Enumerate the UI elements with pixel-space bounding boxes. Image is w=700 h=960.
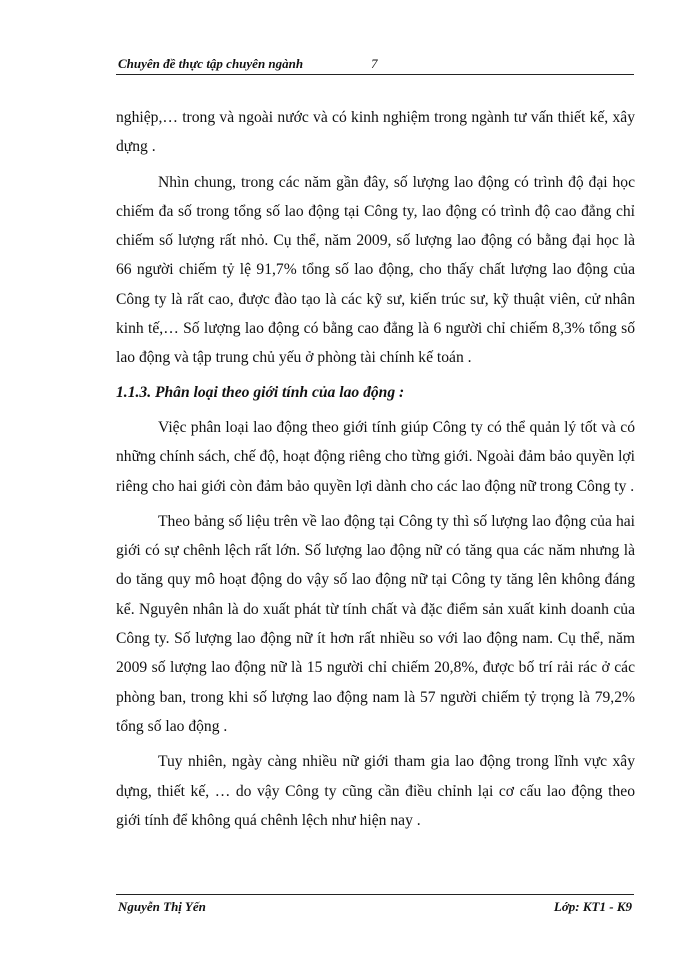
paragraph-gender-statistics: Theo bảng số liệu trên về lao động tại Công ty thì số lượng lao động của hai giới có sự chênh lệch rất lớn. Số lượng lao động nữ có tăng qua các năm nhưng là do tăng quy mô hoạt động do vậy số lao động nữ tại Công ty tăng lên không đáng kể. Nguyên nhân là do xuất phát từ tính chất và đặc điểm sản xuất kinh doanh của Công ty. Số lượng lao động nữ ít hơn rất nhiều so với lao động nam. Cụ thể, năm 2009 số lượng lao động nữ là 15 người chỉ chiếm 20,8%, được bố trí rải rác ở các phòng ban, trong khi số lượng lao động nam là 57 người chiếm tỷ trọng là 79,2% tổng số lao động . <box>116 512 635 735</box>
paragraph-continuation: nghiệp,… trong và ngoài nước và có kinh nghiệm trong ngành tư vấn thiết kế, xây dựng . <box>116 109 635 156</box>
paragraph-education-level: Nhìn chung, trong các năm gần đây, số lượng lao động có trình độ đại học chiếm đa số trong tổng số lao động tại Công ty, lao động có trình độ cao đẳng chỉ chiếm số lượng rất nhỏ. Cụ thể, năm 2009, số lượng lao động có bằng đại học là 66 người chiếm tỷ lệ 91,7% tổng số lao động, cho thấy chất lượng lao động của Công ty là rất cao, được đào tạo là các kỹ sư, kiến trúc sư, kỹ thuật viên, cử nhân kinh tế,… Số lượng lao động có bằng cao đẳng là 6 người chỉ chiếm 8,3% tổng số lao động và tập trung chủ yếu ở phòng tài chính kế toán . <box>116 173 635 367</box>
footer-class: Lớp: KT1 - K9 <box>553 899 632 914</box>
section-heading: 1.1.3. Phân loại theo giới tính của lao động : <box>116 383 405 401</box>
header-title: Chuyên đề thực tập chuyên ngành <box>118 56 304 71</box>
paragraph-gender-classification: Việc phân loại lao động theo giới tính giúp Công ty có thể quản lý tốt và có những chính sách, chế độ, hoạt động riêng cho từng giới. Ngoài đảm bảo quyền lợi riêng cho hai giới còn đảm bảo quyền lợi dành cho các lao động nữ trong Công ty . <box>116 418 635 495</box>
document-body <box>116 103 635 835</box>
footer-author: Nguyễn Thị Yến <box>118 899 206 914</box>
page-number: 7 <box>371 56 378 71</box>
page-header <box>116 56 634 75</box>
page-footer <box>116 894 634 919</box>
paragraph-conclusion: Tuy nhiên, ngày càng nhiều nữ giới tham gia lao động trong lĩnh vực xây dựng, thiết kế, … do vậy Công ty cũng cần điều chỉnh lại cơ cấu lao động theo giới tính để không quá chênh lệch như hiện nay . <box>116 753 635 829</box>
